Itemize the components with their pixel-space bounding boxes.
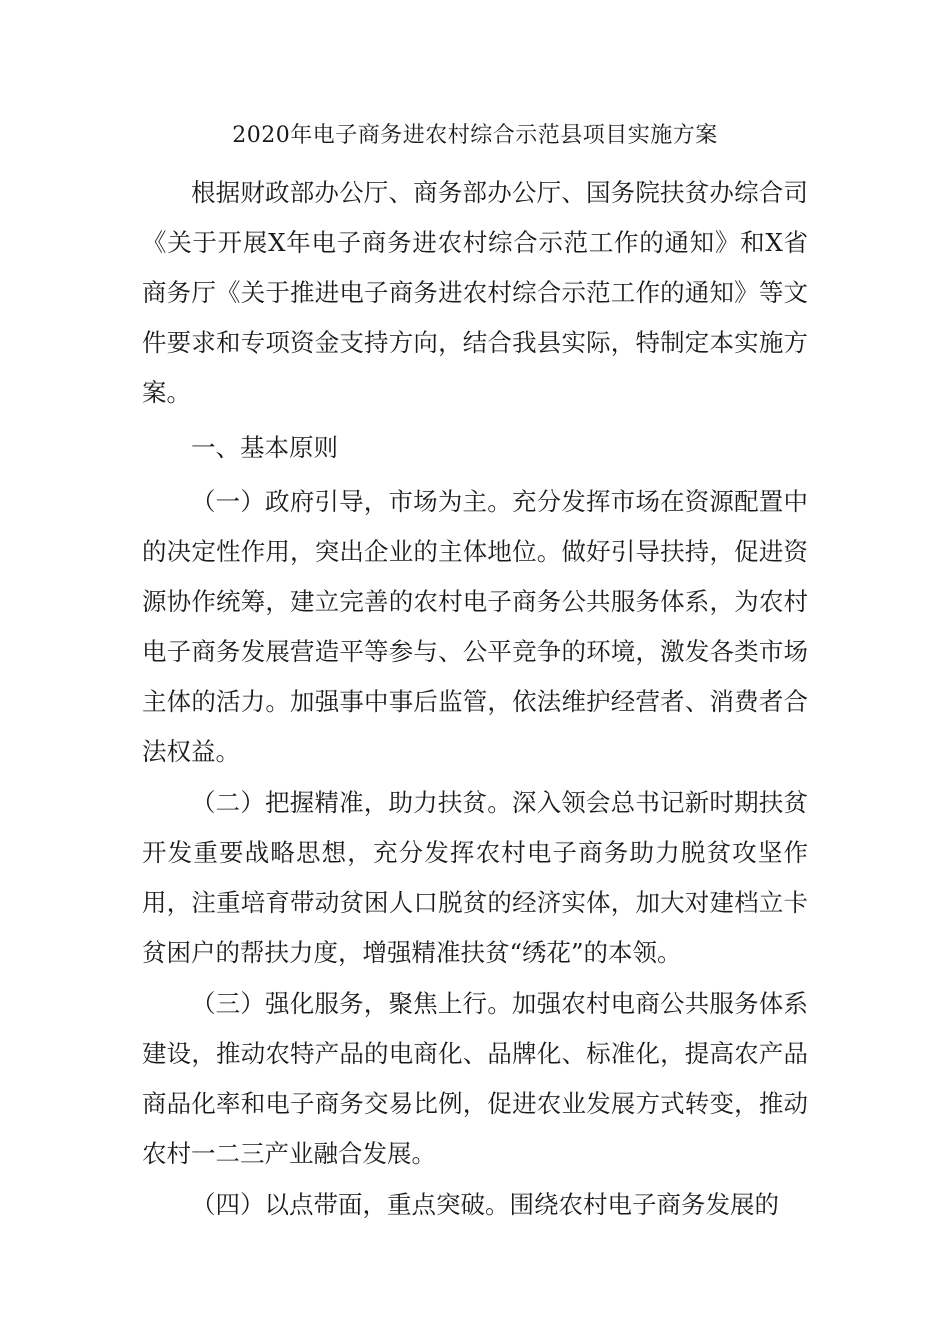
principle-paragraph-4: （四）以点带面，重点突破。围绕农村电子商务发展的 — [191, 1190, 779, 1219]
intro-paragraph: 根据财政部办公厅、商务部办公厅、国务院扶贫办综合司《关于开展X年电子商务进农村综合示范工作的通知》和X省商务厅《关于推进电子商务进农村综合示范工作的通知》等文件要求和专项资金支持方向，结合我县实际，特制定本实施方案。 — [142, 178, 808, 407]
principle-paragraph-3: （三）强化服务，聚焦上行。加强农村电商公共服务体系建设，推动农特产品的电商化、品牌化、标准化，提高农产品商品化率和电子商务交易比例，促进农业发展方式转变，推动农村一二三产业融合发展。 — [142, 989, 808, 1168]
principle-paragraph-2: （二）把握精准，助力扶贫。深入领会总书记新时期扶贫开发重要战略思想，充分发挥农村电子商务助力脱贫攻坚作用，注重培育带动贫困人口脱贫的经济实体，加大对建档立卡贫困户的帮扶力度，增强精准扶贫“绣花”的本领。 — [142, 788, 808, 967]
section-heading-basic-principles: 一、基本原则 — [191, 433, 338, 462]
document-title: 2020年电子商务进农村综合示范县项目实施方案 — [232, 123, 718, 148]
document-page — [142, 118, 808, 1231]
principle-paragraph-1: （一）政府引导，市场为主。充分发挥市场在资源配置中的决定性作用，突出企业的主体地位。做好引导扶持，促进资源协作统筹，建立完善的农村电子商务公共服务体系，为农村电子商务发展营造平等参与、公平竞争的环境，激发各类市场主体的活力。加强事中事后监管，依法维护经营者、消费者合法权益。 — [142, 487, 808, 766]
